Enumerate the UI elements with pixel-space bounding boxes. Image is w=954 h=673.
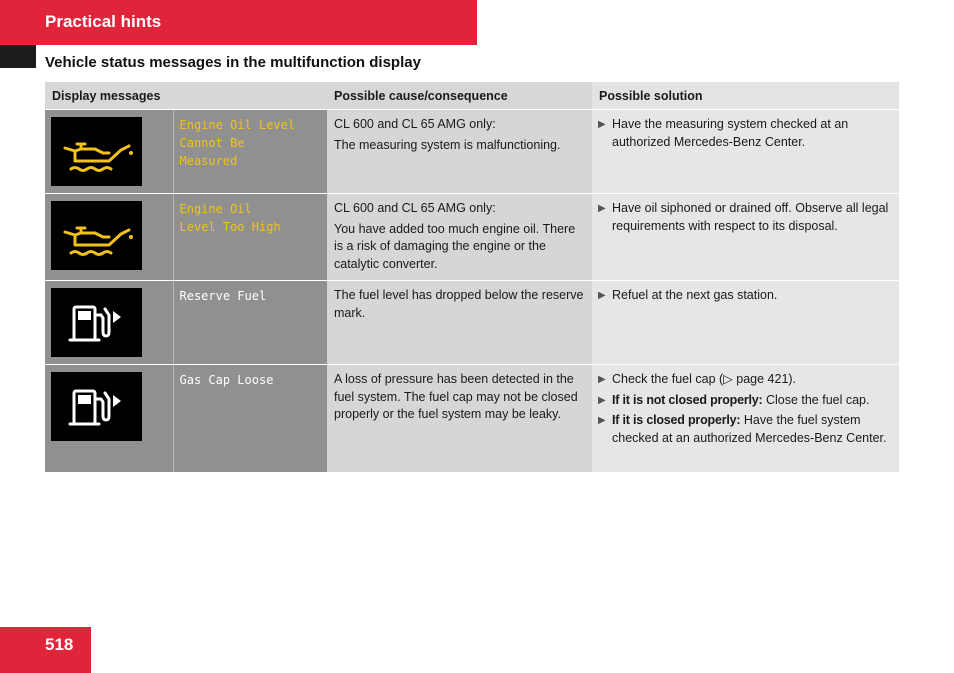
section-title: Vehicle status messages in the multifunction display bbox=[45, 54, 421, 71]
cause-cell bbox=[327, 194, 592, 281]
solution-item bbox=[598, 371, 893, 389]
solution-item bbox=[598, 287, 893, 305]
display-message: Reserve Fuel bbox=[173, 281, 327, 365]
column-header-display: Display messages bbox=[45, 82, 327, 110]
bullet-arrow-icon: ▶ bbox=[598, 119, 606, 130]
column-header-cause: Possible cause/consequence bbox=[327, 82, 592, 110]
fuel-pump-icon bbox=[51, 288, 142, 357]
display-icon-cell bbox=[45, 365, 173, 473]
solution-item bbox=[598, 200, 893, 235]
page-number: 518 bbox=[45, 635, 74, 654]
table-row bbox=[45, 194, 899, 281]
solution-condition: If it is closed properly: bbox=[612, 413, 741, 427]
solution-item bbox=[598, 412, 893, 447]
display-icon-cell bbox=[45, 281, 173, 365]
solution-item bbox=[598, 392, 893, 410]
oil-can-icon bbox=[51, 201, 142, 270]
solution-cell bbox=[592, 110, 899, 194]
display-message: Engine Oil Level Cannot Be Measured bbox=[173, 110, 327, 194]
display-message: Gas Cap Loose bbox=[173, 365, 327, 473]
solution-text: Have the fuel system checked at an authorized Mercedes-Benz Center. bbox=[612, 413, 887, 445]
bullet-arrow-icon: ▶ bbox=[598, 415, 606, 426]
table-row bbox=[45, 365, 899, 473]
side-tab-marker bbox=[0, 45, 36, 68]
table-row bbox=[45, 110, 899, 194]
bullet-arrow-icon: ▶ bbox=[598, 394, 606, 406]
status-messages-table bbox=[45, 82, 899, 473]
solution-text: Close the fuel cap. bbox=[762, 392, 870, 407]
bullet-arrow-icon: ▶ bbox=[598, 203, 606, 214]
bullet-arrow-icon: ▶ bbox=[598, 374, 606, 385]
fuel-pump-icon bbox=[51, 372, 142, 441]
oil-can-icon bbox=[51, 117, 142, 186]
cause-cell bbox=[327, 110, 592, 194]
display-icon-cell bbox=[45, 110, 173, 194]
cause-text: The measuring system is malfunctioning. bbox=[334, 137, 561, 152]
cause-cell bbox=[327, 365, 592, 473]
solution-text: Refuel at the next gas station. bbox=[612, 288, 778, 302]
cause-text: The fuel level has dropped below the reserve mark. bbox=[334, 288, 584, 320]
cause-cell bbox=[327, 281, 592, 365]
solution-text: Have the measuring system checked at an authorized Mercedes-Benz Center. bbox=[612, 117, 849, 149]
solution-cell bbox=[592, 281, 899, 365]
page-number-box bbox=[0, 627, 91, 673]
solution-cell bbox=[592, 194, 899, 281]
solution-cell bbox=[592, 365, 899, 473]
table-row bbox=[45, 281, 899, 365]
column-header-solution: Possible solution bbox=[592, 82, 899, 110]
display-message: Engine Oil Level Too High bbox=[173, 194, 327, 281]
cause-text: CL 600 and CL 65 AMG only: bbox=[334, 201, 496, 215]
solution-item bbox=[598, 116, 893, 151]
bullet-arrow-icon: ▶ bbox=[598, 290, 606, 301]
solution-condition: If it is not closed properly: bbox=[612, 392, 763, 407]
cause-text: You have added too much engine oil. There is a risk of damaging the engine or the catalytic converter. bbox=[334, 221, 576, 271]
display-icon-cell bbox=[45, 194, 173, 281]
table-header-row bbox=[45, 82, 899, 110]
solution-text: Have oil siphoned or drained off. Observe all legal requirements with respect to its disposal. bbox=[612, 201, 889, 233]
header-bar bbox=[0, 0, 477, 45]
cause-text: CL 600 and CL 65 AMG only: bbox=[334, 117, 496, 131]
cause-text: A loss of pressure has been detected in the fuel system. The fuel cap may not be closed properly or the fuel system may be leaky. bbox=[334, 372, 578, 421]
header-title: Practical hints bbox=[45, 12, 162, 31]
solution-text: Check the fuel cap (▷ page 421). bbox=[612, 372, 797, 386]
